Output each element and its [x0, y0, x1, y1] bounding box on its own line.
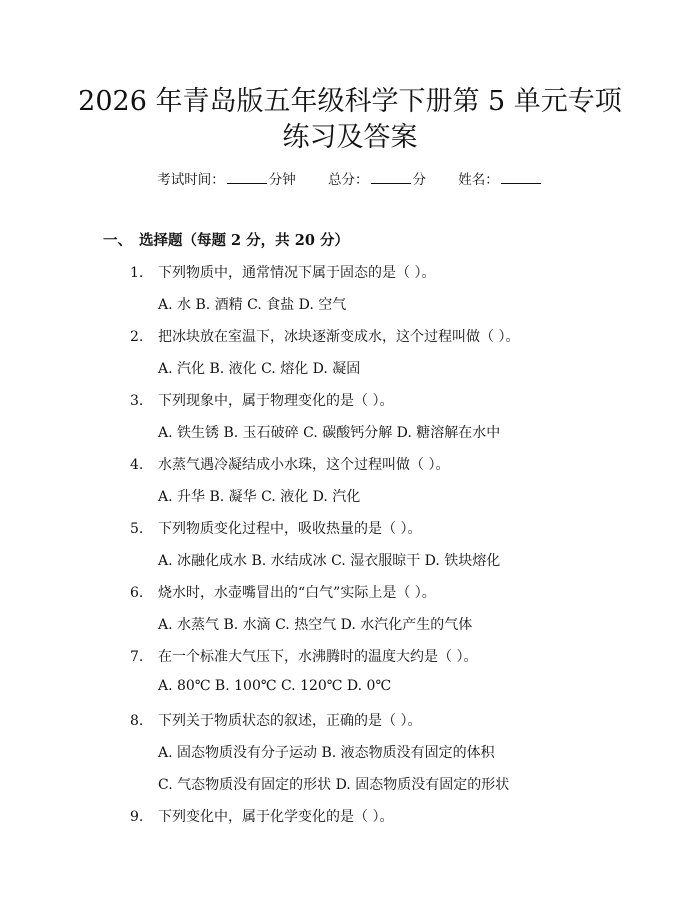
question-text: 在一个标准大气压下，水沸腾时的温度大约是（ ）。 [158, 649, 478, 665]
question-text: 烧水时，水壶嘴冒出的“白气”实际上是（ ）。 [158, 585, 436, 601]
section-heading-choice [103, 229, 349, 250]
question-number: 4. [130, 457, 144, 473]
total-score-unit: 分 [412, 172, 426, 188]
question-number: 6. [130, 585, 144, 601]
question-5-options: A. 冰融化成水 B. 水结成冰 C. 湿衣服晾干 D. 铁块熔化 [158, 553, 501, 569]
question-8-options-line-2: C. 气态物质没有固定的形状 D. 固态物质没有固定的形状 [158, 777, 510, 793]
total-score-label: 总分： [328, 172, 369, 188]
question-2-options: A. 汽化 B. 液化 C. 熔化 D. 凝固 [158, 361, 361, 377]
question-number: 3. [130, 393, 144, 409]
exam-meta [0, 168, 700, 188]
student-name-blank [501, 171, 541, 184]
page-title-line-1: 2026 年青岛版五年级科学下册第 5 单元专项 [78, 86, 622, 117]
question-text: 下列变化中，属于化学变化的是（ ）。 [158, 809, 394, 825]
question-3 [130, 390, 393, 410]
question-8-options-line-1: A. 固态物质没有分子运动 B. 液态物质没有固定的体积 [158, 745, 495, 761]
question-number: 2. [130, 329, 144, 345]
question-6 [130, 582, 436, 602]
question-number: 8. [130, 713, 144, 729]
total-score-blank [371, 171, 411, 184]
exam-time-blank [227, 171, 267, 184]
exam-time-field [157, 168, 296, 188]
question-number: 9. [130, 809, 144, 825]
question-text: 把冰块放在室温下，冰块逐渐变成水，这个过程叫做（ ）。 [158, 329, 520, 345]
total-score-field [328, 168, 426, 188]
question-2 [130, 326, 519, 346]
question-text: 下列物质变化过程中，吸收热量的是（ ）。 [158, 521, 422, 537]
question-text: 水蒸气遇冷凝结成小水珠，这个过程叫做（ ）。 [158, 457, 450, 473]
question-text: 下列现象中，属于物理变化的是（ ）。 [158, 393, 394, 409]
page-title-line-2: 练习及答案 [282, 122, 418, 153]
question-9 [130, 806, 393, 826]
section-title: 选择题（每题 2 分，共 20 分） [139, 232, 349, 249]
question-text: 下列物质中，通常情况下属于固态的是（ ）。 [158, 265, 436, 281]
question-4-options: A. 升华 B. 凝华 C. 液化 D. 汽化 [158, 489, 361, 505]
question-text: 下列关于物质状态的叙述，正确的是（ ）。 [158, 713, 422, 729]
student-name-field [458, 168, 543, 188]
question-7 [130, 646, 477, 666]
question-5 [130, 518, 421, 538]
question-4 [130, 454, 449, 474]
student-name-label: 姓名： [458, 172, 499, 188]
section-number: 一、 [103, 232, 132, 249]
exam-time-unit: 分钟 [268, 172, 296, 188]
question-number: 7. [130, 649, 144, 665]
question-number: 5. [130, 521, 144, 537]
question-1 [130, 262, 435, 282]
exam-time-label: 考试时间： [157, 172, 225, 188]
question-number: 1. [130, 265, 144, 281]
question-1-options: A. 水 B. 酒精 C. 食盐 D. 空气 [158, 297, 347, 313]
question-7-options: A. 80℃ B. 100℃ C. 120℃ D. 0℃ [158, 678, 392, 694]
question-3-options: A. 铁生锈 B. 玉石破碎 C. 碳酸钙分解 D. 糖溶解在水中 [158, 425, 501, 441]
question-8 [130, 710, 421, 730]
question-6-options: A. 水蒸气 B. 水滴 C. 热空气 D. 水汽化产生的气体 [158, 617, 473, 633]
